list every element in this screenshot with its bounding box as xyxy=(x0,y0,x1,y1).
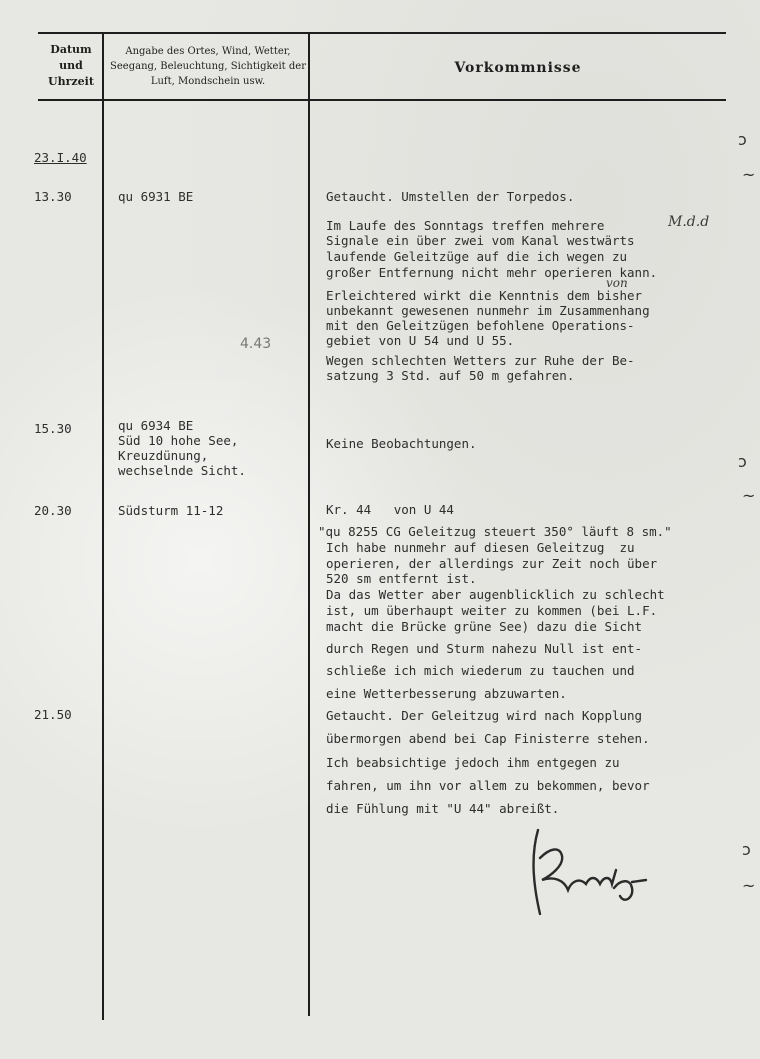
entry-location-line: wechselnde Sicht. xyxy=(118,463,246,478)
entry-event-line: "qu 8255 CG Geleitzug steuert 350° läuft 8 sm." xyxy=(318,524,672,539)
entry-event-line: fahren, um ihn vor allem zu bekommen, bevor xyxy=(326,778,650,793)
header-top-rule xyxy=(38,32,726,34)
entry-location-line: qu 6934 BE xyxy=(118,418,194,433)
margin-mark: ~ xyxy=(742,165,756,184)
entry-event-line: Signale ein über zwei vom Kanal westwärts xyxy=(326,233,635,248)
entry-event-line: eine Wetterbesserung abzuwarten. xyxy=(326,686,567,701)
header-bottom-rule xyxy=(38,99,726,101)
entry-event-line: unbekannt gewesenen nunmehr im Zusammenhang xyxy=(326,303,650,318)
entry-event-line: großer Entfernung nicht mehr operieren kann. xyxy=(326,265,658,280)
entry-event-line: mit den Geleitzügen befohlene Operations- xyxy=(326,318,635,333)
margin-mark: ~ xyxy=(742,876,756,895)
entry-event-line: Ich habe nunmehr auf diesen Geleitzug zu xyxy=(326,540,635,555)
entry-event-line: die Fühlung mit "U 44" abreißt. xyxy=(326,801,560,816)
entry-event-line: Erleichtered wirkt die Kenntnis dem bisher xyxy=(326,288,643,303)
column-divider-right xyxy=(308,32,310,1016)
entry-time: 21.50 xyxy=(34,707,72,722)
column-divider-left xyxy=(102,32,104,1020)
entry-location-line: Süd 10 hohe See, xyxy=(118,433,239,448)
entry-event-line: Keine Beobachtungen. xyxy=(326,436,477,451)
margin-mark: ↄ xyxy=(742,840,751,859)
entry-event-line: Getaucht. Umstellen der Torpedos. xyxy=(326,189,575,204)
entry-event-line: operieren, der allerdings zur Zeit noch über xyxy=(326,556,658,571)
entry-event-line: schließe ich mich wiederum zu tauchen und xyxy=(326,663,635,678)
entry-event-line: übermorgen abend bei Cap Finisterre stehen. xyxy=(326,731,650,746)
entry-event-line: Ich beabsichtige jedoch ihm entgegen zu xyxy=(326,755,620,770)
header-datum: Datum und Uhrzeit xyxy=(48,43,94,88)
handwritten-addition: von xyxy=(606,276,628,290)
handwritten-addition: M.d.d xyxy=(668,214,710,230)
margin-mark: ↄ xyxy=(738,130,747,149)
entry-event-line: Wegen schlechten Wetters zur Ruhe der Be- xyxy=(326,353,635,368)
entry-event-line: Da das Wetter aber augenblicklich zu schlecht xyxy=(326,587,665,602)
entry-event-line: laufende Geleitzüge auf die ich wegen zu xyxy=(326,249,628,264)
entry-location-line: Kreuzdünung, xyxy=(118,448,209,463)
entry-event-line: macht die Brücke grüne See) dazu die Sicht xyxy=(326,619,643,634)
entry-location-line: Südsturm 11-12 xyxy=(118,503,224,518)
entry-event-line: Getaucht. Der Geleitzug wird nach Kopplung xyxy=(326,708,643,723)
entry-time: 20.30 xyxy=(34,503,72,518)
header-ort: Angabe des Ortes, Wind, Wetter, Seegang, Beleuchtung, Sichtigkeit der Luft, Mondschein usw. xyxy=(110,46,306,87)
entry-event-line: durch Regen und Sturm nahezu Null ist ent- xyxy=(326,641,643,656)
entry-event-line: 520 sm entfernt ist. xyxy=(326,571,477,586)
entry-event-line: ist, um überhaupt weiter zu kommen (bei L.F. xyxy=(326,603,658,618)
date-heading: 23.I.40 xyxy=(34,150,87,165)
entry-time: 13.30 xyxy=(34,189,72,204)
entry-event-line: satzung 3 Std. auf 50 m gefahren. xyxy=(326,368,575,383)
header-vorkommnisse: Vorkommnisse xyxy=(454,60,582,76)
margin-mark: ↄ xyxy=(738,452,747,471)
entry-time: 15.30 xyxy=(34,421,72,436)
pencil-note: 4.43 xyxy=(240,336,272,352)
entry-location-line: qu 6931 BE xyxy=(118,189,194,204)
margin-mark: ~ xyxy=(742,486,756,505)
entry-event-line: Kr. 44 von U 44 xyxy=(326,502,454,517)
entry-event-line: gebiet von U 54 und U 55. xyxy=(326,333,515,348)
signature xyxy=(520,818,660,918)
entry-event-line: Im Laufe des Sonntags treffen mehrere xyxy=(326,218,605,233)
